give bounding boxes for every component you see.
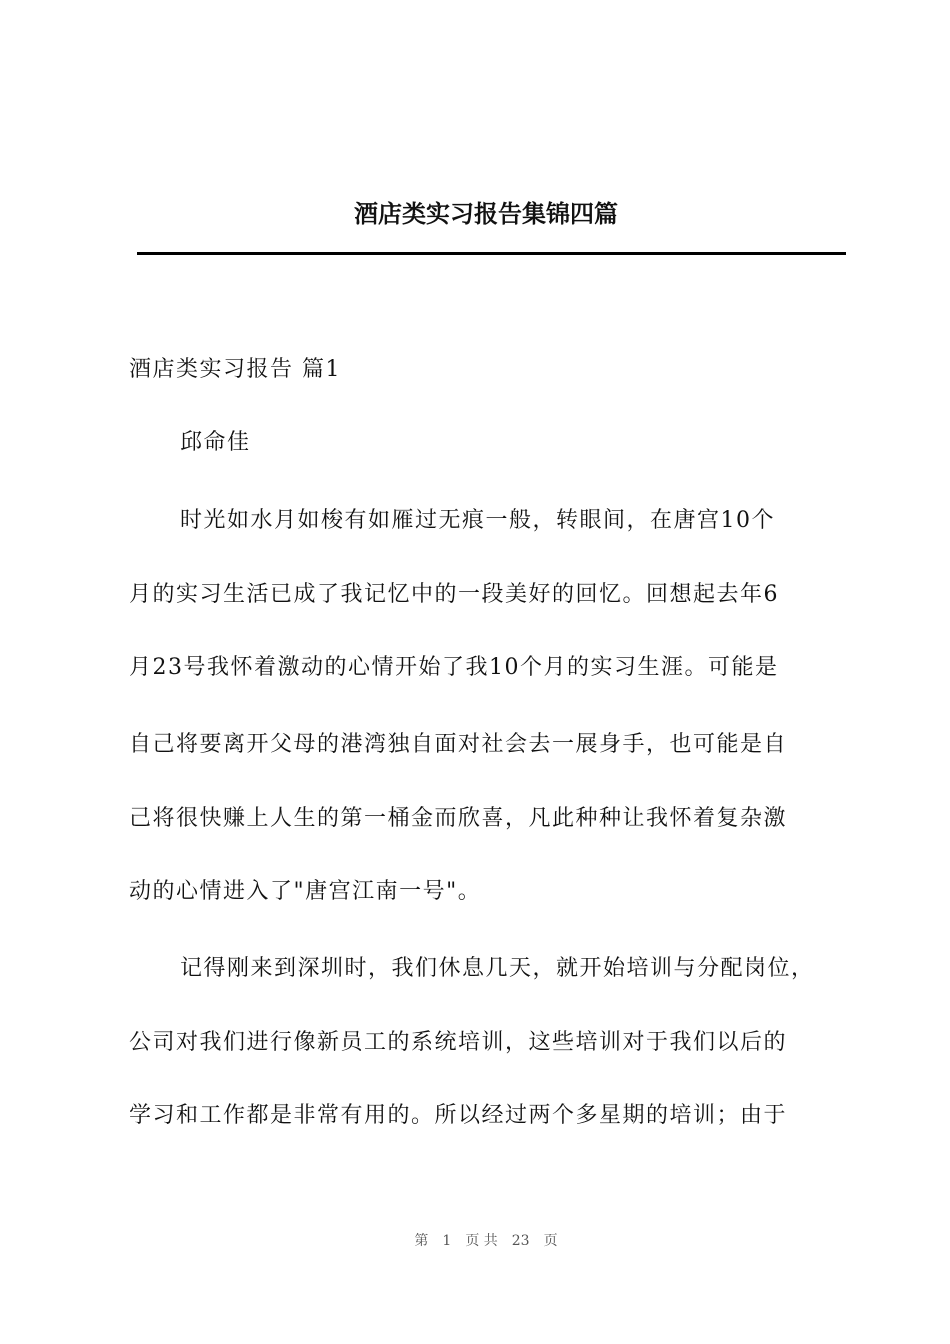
- document-title: 酒店类实习报告集锦四篇: [354, 199, 618, 228]
- paragraph-line: 公司对我们进行像新员工的系统培训，这些培训对于我们以后的: [129, 1030, 788, 1055]
- footer-page-number: 1: [442, 1233, 452, 1249]
- footer-prefix: 第: [414, 1233, 429, 1249]
- paragraph-line: 记得刚来到深圳时，我们休息几天，就开始培训与分配岗位，: [180, 956, 815, 981]
- paragraph-line: 时光如水月如梭有如雁过无痕一般，转眼间，在唐宫10个: [180, 508, 775, 533]
- paragraph-line: 月23号我怀着激动的心情开始了我10个月的实习生涯。可能是: [129, 655, 779, 680]
- paragraph-line: 己将很快赚上人生的第一桶金而欣喜，凡此种种让我怀着复杂激: [129, 806, 788, 831]
- paragraph-line: 动的心情进入了"唐宫江南一号"。: [129, 879, 482, 904]
- title-underline: [137, 252, 846, 255]
- author-name: 邱命佳: [180, 430, 251, 455]
- section-heading: 酒店类实习报告 篇1: [129, 357, 341, 382]
- paragraph-line: 月的实习生活已成了我记忆中的一段美好的回忆。回想起去年6: [129, 582, 779, 607]
- paragraph-line: 自己将要离开父母的港湾独自面对社会去一展身手，也可能是自: [129, 732, 788, 757]
- footer-suffix: 页: [543, 1233, 558, 1249]
- footer-total-pages: 23: [511, 1233, 530, 1249]
- page-footer: [0, 1230, 950, 1250]
- paragraph-line: 学习和工作都是非常有用的。所以经过两个多星期的培训；由于: [129, 1103, 788, 1128]
- footer-middle: 页 共: [465, 1233, 498, 1249]
